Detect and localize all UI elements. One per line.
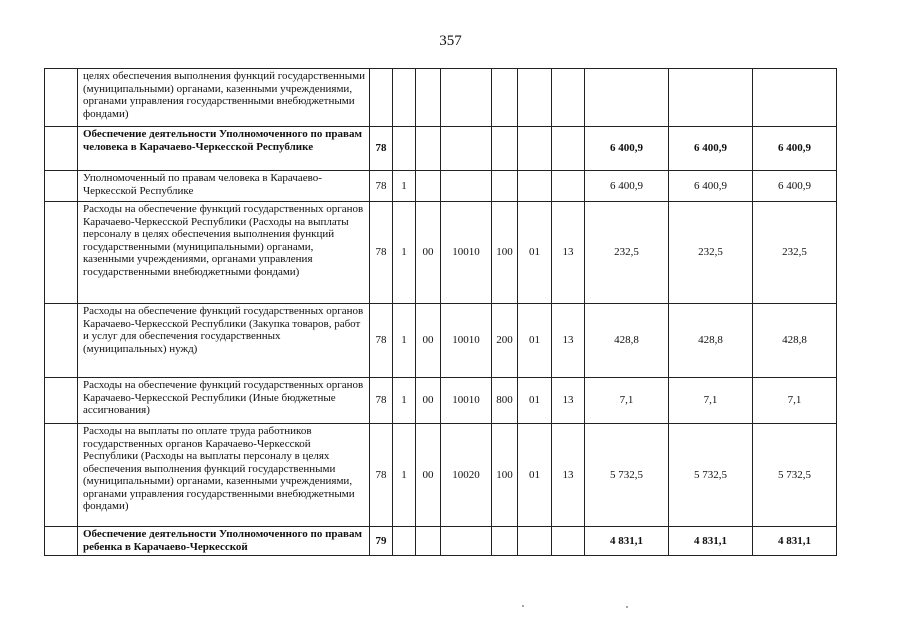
code-csr: [441, 127, 492, 171]
table-row: [45, 127, 837, 171]
amount-year-3: 232,5: [753, 202, 837, 304]
page-number: 357: [439, 33, 462, 49]
code-gr: 78: [370, 127, 393, 171]
amount-year-2: 5 732,5: [669, 424, 753, 527]
code-k1: 01: [518, 304, 552, 378]
code-rz: 1: [393, 378, 416, 424]
code-vr: [492, 171, 518, 202]
code-pr: [416, 171, 441, 202]
code-k2: 13: [552, 378, 585, 424]
amount-year-2: 428,8: [669, 304, 753, 378]
code-k1: [518, 127, 552, 171]
code-k2: [552, 171, 585, 202]
code-pr: [416, 127, 441, 171]
code-gr: 78: [370, 304, 393, 378]
amount-year-3: 6 400,9: [753, 127, 837, 171]
table-row: [45, 527, 837, 556]
amount-year-2: 7,1: [669, 378, 753, 424]
code-rz: [393, 69, 416, 127]
table-row: [45, 171, 837, 202]
row-name: Уполномоченный по правам человека в Карачаево-Черкесской Республике: [78, 171, 370, 202]
row-name: Расходы на обеспечение функций государственных органов Карачаево-Черкесской Республики (Иные бюджетные ассигнования): [78, 378, 370, 424]
amount-year-2: 6 400,9: [669, 127, 753, 171]
code-rz: 1: [393, 424, 416, 527]
scan-speck: [626, 606, 628, 608]
code-rz: [393, 527, 416, 556]
code-vr: [492, 69, 518, 127]
amount-year-3: 5 732,5: [753, 424, 837, 527]
code-rz: 1: [393, 304, 416, 378]
code-k1: [518, 171, 552, 202]
code-gr: [370, 69, 393, 127]
blank-cell: [45, 171, 78, 202]
code-gr: 78: [370, 424, 393, 527]
table-row: [45, 202, 837, 304]
code-csr: 10010: [441, 378, 492, 424]
code-pr: 00: [416, 424, 441, 527]
code-k2: 13: [552, 424, 585, 527]
code-rz: [393, 127, 416, 171]
row-name: Обеспечение деятельности Уполномоченного по правам ребенка в Карачаево-Черкесской: [78, 527, 370, 556]
amount-year-2: [669, 69, 753, 127]
code-vr: [492, 527, 518, 556]
code-k2: 13: [552, 304, 585, 378]
row-name: Расходы на выплаты по оплате труда работников государственных органов Карачаево-Черкесской Республики (Расходы на выплаты персоналу в целях обеспечения выполнения функций государственными (муниципальными) органами, казенными учреждениями, органами управления государственными внебюджетными фондами): [78, 424, 370, 527]
code-gr: 78: [370, 171, 393, 202]
budget-table: [44, 68, 837, 556]
amount-year-1: 4 831,1: [585, 527, 669, 556]
amount-year-1: 6 400,9: [585, 127, 669, 171]
code-k1: 01: [518, 202, 552, 304]
code-k2: [552, 527, 585, 556]
code-csr: [441, 171, 492, 202]
code-pr: 00: [416, 378, 441, 424]
code-rz: 1: [393, 202, 416, 304]
code-pr: [416, 527, 441, 556]
table-row: [45, 424, 837, 527]
blank-cell: [45, 378, 78, 424]
blank-cell: [45, 304, 78, 378]
blank-cell: [45, 202, 78, 304]
code-k1: 01: [518, 378, 552, 424]
code-csr: [441, 69, 492, 127]
code-k2: [552, 69, 585, 127]
amount-year-1: 5 732,5: [585, 424, 669, 527]
amount-year-3: 428,8: [753, 304, 837, 378]
blank-cell: [45, 424, 78, 527]
code-k2: [552, 127, 585, 171]
code-csr: 10010: [441, 304, 492, 378]
amount-year-3: [753, 69, 837, 127]
code-vr: 800: [492, 378, 518, 424]
row-name: целях обеспечения выполнения функций государственными (муниципальными) органами, казенными учреждениями, органами управления государственными внебюджетными фондами): [78, 69, 370, 127]
code-pr: [416, 69, 441, 127]
amount-year-3: 6 400,9: [753, 171, 837, 202]
code-vr: 200: [492, 304, 518, 378]
amount-year-1: 6 400,9: [585, 171, 669, 202]
row-name: Расходы на обеспечение функций государственных органов Карачаево-Черкесской Республики (Закупка товаров, работ и услуг для обеспечения государственных (муниципальных) нужд): [78, 304, 370, 378]
code-rz: 1: [393, 171, 416, 202]
code-csr: [441, 527, 492, 556]
code-pr: 00: [416, 304, 441, 378]
amount-year-3: 4 831,1: [753, 527, 837, 556]
code-gr: 78: [370, 378, 393, 424]
code-k1: [518, 527, 552, 556]
code-k1: [518, 69, 552, 127]
amount-year-1: 7,1: [585, 378, 669, 424]
blank-cell: [45, 527, 78, 556]
table-row: [45, 378, 837, 424]
blank-cell: [45, 127, 78, 171]
scan-speck: [522, 605, 524, 607]
code-k2: 13: [552, 202, 585, 304]
code-gr: 79: [370, 527, 393, 556]
amount-year-2: 4 831,1: [669, 527, 753, 556]
code-k1: 01: [518, 424, 552, 527]
code-gr: 78: [370, 202, 393, 304]
code-vr: 100: [492, 424, 518, 527]
blank-cell: [45, 69, 78, 127]
code-pr: 00: [416, 202, 441, 304]
amount-year-1: 428,8: [585, 304, 669, 378]
code-csr: 10010: [441, 202, 492, 304]
code-vr: [492, 127, 518, 171]
table-row: [45, 304, 837, 378]
row-name: Расходы на обеспечение функций государственных органов Карачаево-Черкесской Республики (Расходы на выплаты персоналу в целях обеспечения выполнения функций государственными (муниципальными) органами, казенными учреждениями, органами управления государственными внебюджетными фондами): [78, 202, 370, 304]
amount-year-1: 232,5: [585, 202, 669, 304]
amount-year-2: 6 400,9: [669, 171, 753, 202]
amount-year-2: 232,5: [669, 202, 753, 304]
amount-year-1: [585, 69, 669, 127]
amount-year-3: 7,1: [753, 378, 837, 424]
table-row: [45, 69, 837, 127]
code-vr: 100: [492, 202, 518, 304]
code-csr: 10020: [441, 424, 492, 527]
row-name: Обеспечение деятельности Уполномоченного по правам человека в Карачаево-Черкесской Республике: [78, 127, 370, 171]
